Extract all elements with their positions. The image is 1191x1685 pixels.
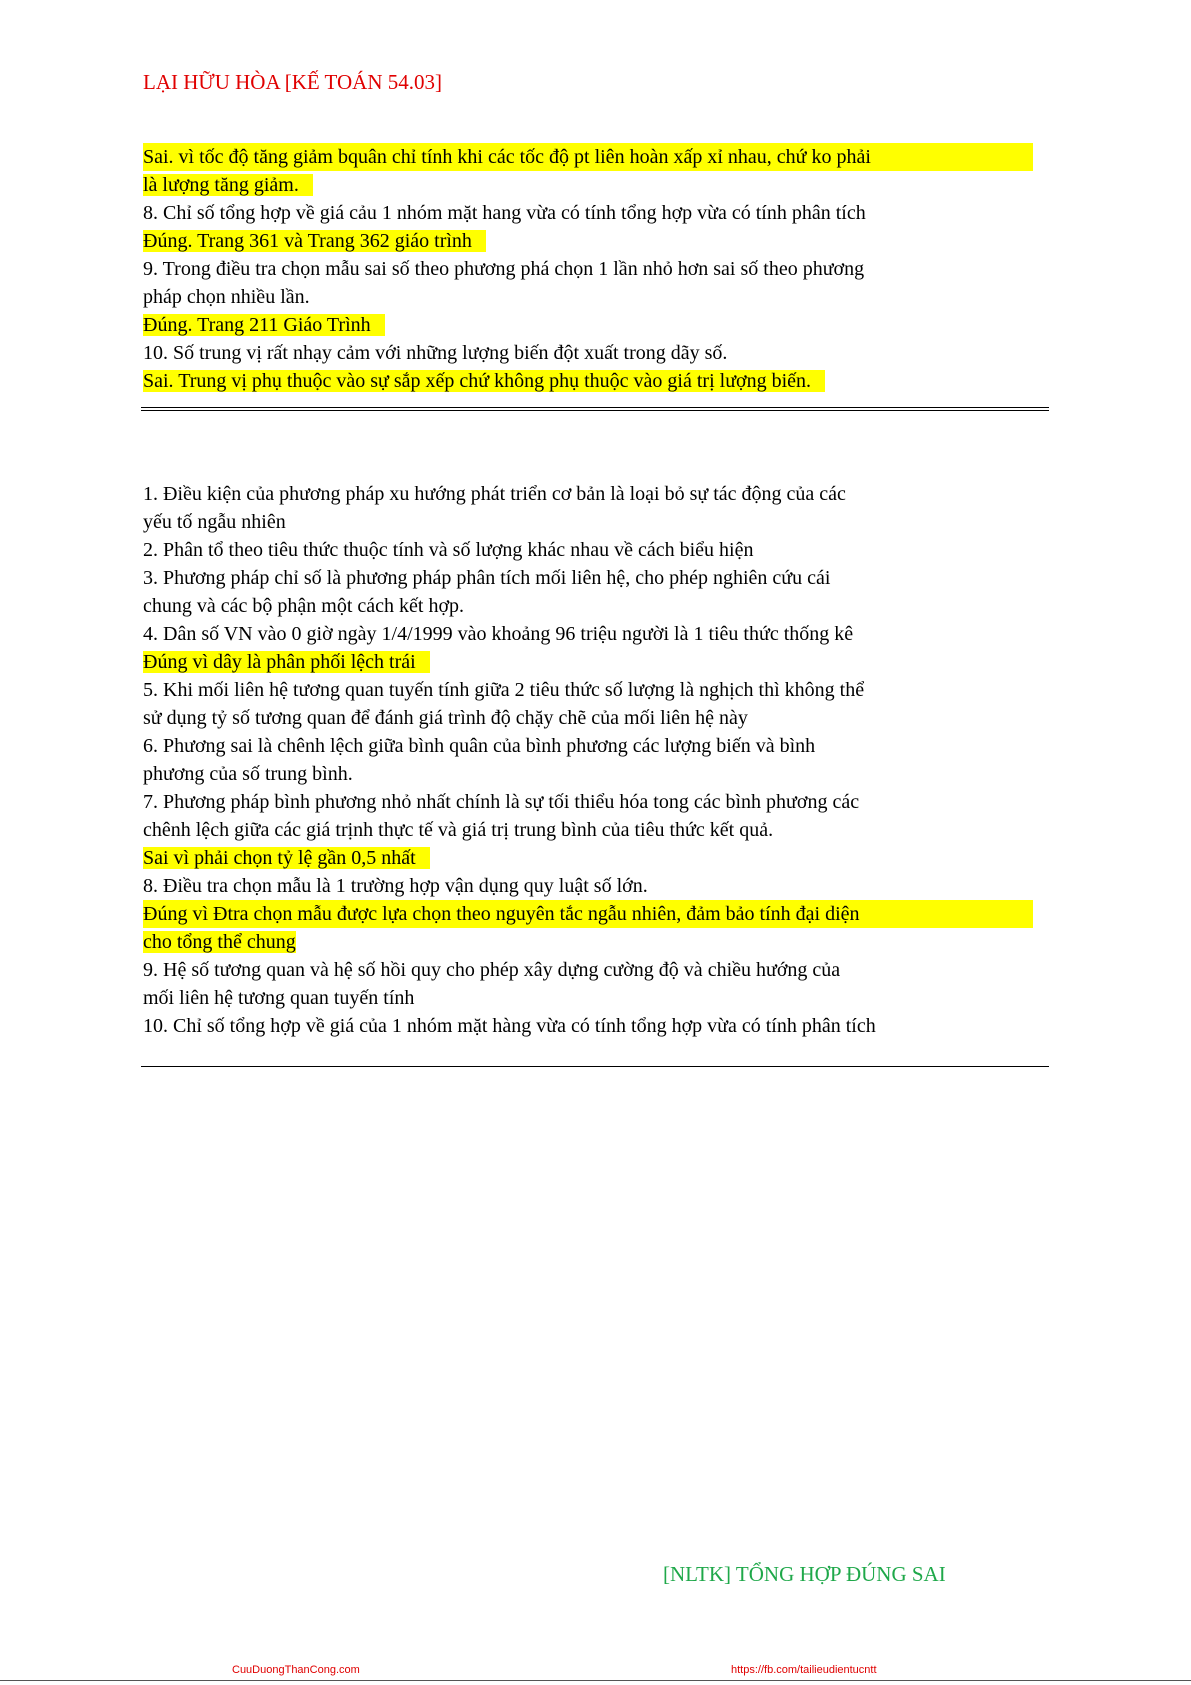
answer-line: là lượng tăng giảm.: [143, 174, 313, 196]
answer-line: Đúng. Trang 361 và Trang 362 giáo trình: [143, 230, 486, 252]
answer-line: Sai. vì tốc độ tăng giảm bquân chỉ tính khi các tốc độ pt liên hoàn xấp xỉ nhau, chứ ko phải: [143, 143, 1033, 171]
question-line: yếu tố ngẫu nhiên: [143, 511, 286, 533]
question-line: mối liên hệ tương quan tuyến tính: [143, 987, 415, 1009]
answer-line: Đúng vì dây là phân phối lệch trái: [143, 651, 430, 673]
question-line: pháp chọn nhiều lần.: [143, 286, 310, 308]
question-line: 9. Hệ số tương quan và hệ số hồi quy cho phép xây dựng cường độ và chiều hướng của: [143, 959, 841, 981]
answer-line: Đúng vì Đtra chọn mẫu được lựa chọn theo nguyên tắc ngẫu nhiên, đảm bảo tính đại diện: [143, 900, 1033, 928]
question-line: 10. Số trung vị rất nhạy cảm với những lượng biến đột xuất trong dãy số.: [143, 342, 728, 364]
question-line: sử dụng tỷ số tương quan để đánh giá trình độ chặy chẽ của mối liên hệ này: [143, 707, 748, 729]
section-divider-double: [141, 407, 1049, 411]
question-line: 2. Phân tổ theo tiêu thức thuộc tính và số lượng khác nhau về cách biểu hiện: [143, 539, 754, 561]
question-line: 5. Khi mối liên hệ tương quan tuyến tính giữa 2 tiêu thức số lượng là nghịch thì không thể: [143, 679, 865, 701]
footer-divider: [0, 1680, 1191, 1683]
question-line: phương của số trung bình.: [143, 763, 353, 785]
document-header: LẠI HỮU HÒA [KẾ TOÁN 54.03]: [143, 70, 442, 94]
footer-site-link[interactable]: CuuDuongThanCong.com: [232, 1664, 360, 1676]
question-line: 1. Điều kiện của phương pháp xu hướng phát triển cơ bản là loại bỏ sự tác động của các: [143, 483, 846, 505]
question-line: chung và các bộ phận một cách kết hợp.: [143, 595, 465, 617]
section-2: [143, 480, 1033, 1040]
answer-line: Sai vì phải chọn tỷ lệ gần 0,5 nhất: [143, 847, 430, 869]
question-line: 6. Phương sai là chênh lệch giữa bình quân của bình phương các lượng biến và bình: [143, 735, 816, 757]
question-line: 8. Chỉ số tổng hợp về giá cảu 1 nhóm mặt hang vừa có tính tổng hợp vừa có tính phân tích: [143, 202, 866, 224]
answer-line: Sai. Trung vị phụ thuộc vào sự sắp xếp chứ không phụ thuộc vào giá trị lượng biến.: [143, 370, 825, 392]
section-1: [143, 143, 1033, 395]
question-line: 3. Phương pháp chỉ số là phương pháp phân tích mối liên hệ, cho phép nghiên cứu cái: [143, 567, 831, 589]
footer-facebook-link[interactable]: https://fb.com/tailieudientucntt: [731, 1664, 877, 1676]
section-divider: [141, 1066, 1049, 1067]
question-line: 9. Trong điều tra chọn mẫu sai số theo phương phá chọn 1 lần nhỏ hơn sai số theo phương: [143, 258, 865, 280]
question-line: chênh lệch giữa các giá trịnh thực tế và giá trị trung bình của tiêu thức kết quả.: [143, 819, 774, 841]
question-line: 7. Phương pháp bình phương nhỏ nhất chính là sự tối thiểu hóa tong các bình phương các: [143, 791, 860, 813]
footer-title: [NLTK] TỔNG HỢP ĐÚNG SAI: [663, 1562, 946, 1586]
question-line: 10. Chỉ số tổng hợp về giá của 1 nhóm mặt hàng vừa có tính tổng hợp vừa có tính phân tích: [143, 1015, 876, 1037]
answer-line: Đúng. Trang 211 Giáo Trình: [143, 314, 385, 336]
question-line: 4. Dân số VN vào 0 giờ ngày 1/4/1999 vào khoảng 96 triệu người là 1 tiêu thức thống kê: [143, 623, 854, 645]
question-line: 8. Điều tra chọn mẫu là 1 trường hợp vận dụng quy luật số lớn.: [143, 875, 648, 897]
answer-line: cho tổng thể chung: [143, 931, 296, 953]
